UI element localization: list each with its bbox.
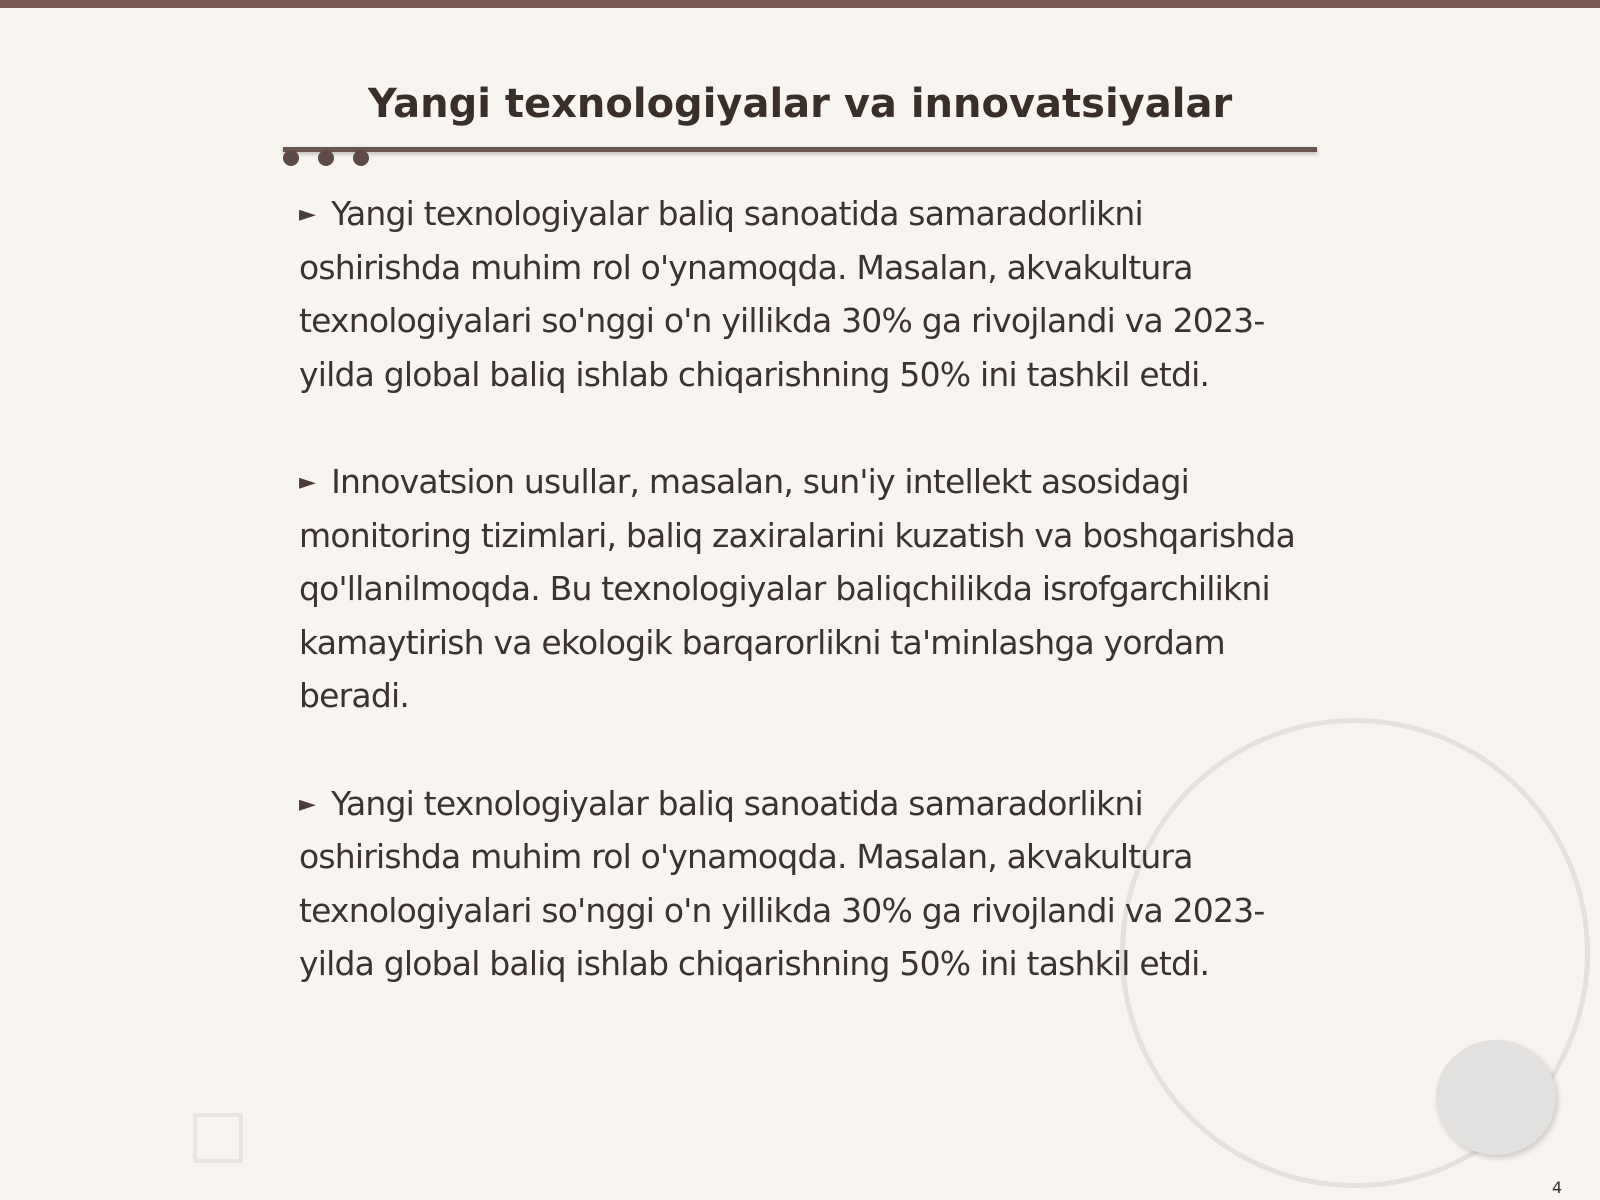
bullet-item	[299, 455, 1299, 723]
page-number: 4	[1552, 1178, 1563, 1197]
title-dot	[318, 150, 334, 166]
bullet-arrow-icon: ►	[299, 791, 316, 817]
bullet-arrow-icon: ►	[299, 202, 316, 227]
decorative-disc	[1436, 1040, 1556, 1155]
bullet-list	[299, 187, 1299, 1045]
bullet-text: Innovatsion usullar, masalan, sun'iy intellekt asosidagi monitoring tizimlari, baliq zaxiralarini kuzatish va boshqarishda qo'llanilmoqda. Bu texnologiyalar baliqchilikda isrofgarchilikni kamaytirish va ekologik barqarorlikni ta'minlashga yordam beradi.	[299, 462, 1296, 715]
bullet-text: Yangi texnologiyalar baliq sanoatida samaradorlikni oshirishda muhim rol o'ynamoqda. Masalan, akvakultura texnologiyalari so'nggi o'n yillikda 30% ga rivojlandi va 2023-yilda global baliq ishlab chiqarishning 50% ini tashkil etdi.	[299, 783, 1265, 983]
title-dot	[283, 150, 299, 166]
slide-title: Yangi texnologiyalar va innovatsiyalar	[367, 81, 1233, 127]
bullet-arrow-icon: ►	[299, 470, 316, 495]
title-dot	[353, 150, 369, 166]
bullet-item	[299, 187, 1299, 401]
bullet-item	[299, 777, 1299, 991]
decorative-square	[193, 1113, 243, 1163]
bullet-text: Yangi texnologiyalar baliq sanoatida samaradorlikni oshirishda muhim rol o'ynamoqda. Masalan, akvakultura texnologiyalari so'nggi o'n yillikda 30% ga rivojlandi va 2023-yilda global baliq ishlab chiqarishning 50% ini tashkil etdi.	[299, 194, 1265, 394]
title-underline	[283, 147, 1317, 152]
top-accent-bar	[0, 0, 1600, 8]
